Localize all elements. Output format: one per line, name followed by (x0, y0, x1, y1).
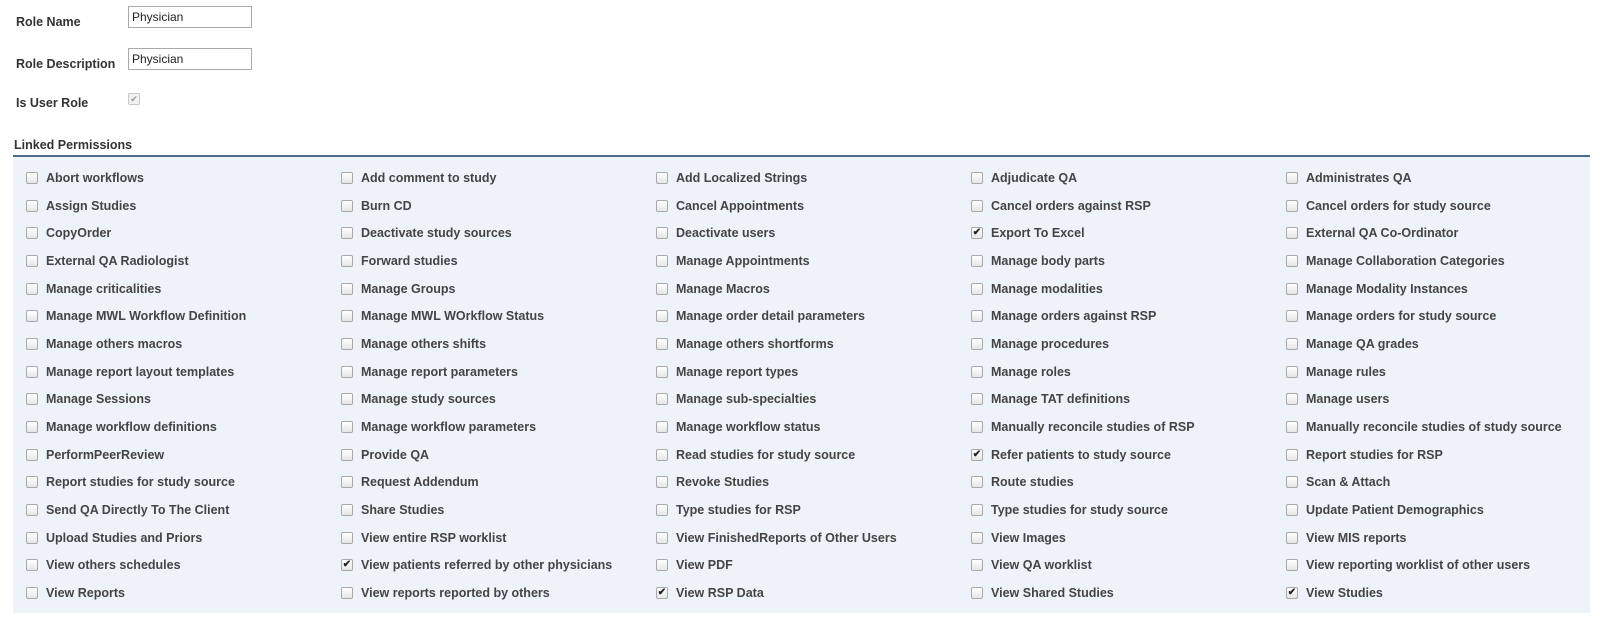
permission-label: Manage report layout templates (46, 364, 235, 379)
permission-checkbox[interactable] (26, 338, 38, 350)
permission-label: View entire RSP worklist (361, 530, 507, 545)
permission-checkbox[interactable] (341, 200, 353, 212)
permission-label: Add comment to study (361, 170, 497, 185)
permission-checkbox[interactable] (341, 532, 353, 544)
permission-label: View reports reported by others (361, 586, 550, 601)
permission-label: Revoke Studies (676, 475, 770, 490)
permission-checkbox[interactable] (1286, 532, 1298, 544)
permission-checkbox[interactable] (26, 393, 38, 405)
permission-item[interactable] (13, 330, 328, 358)
permission-checkbox[interactable] (971, 200, 983, 212)
permission-label: Manage MWL Workflow Definition (46, 309, 247, 324)
permission-checkbox[interactable] (656, 172, 668, 184)
permission-item[interactable] (1273, 302, 1590, 330)
permission-item[interactable] (13, 247, 328, 275)
permission-checkbox[interactable] (1286, 587, 1298, 599)
permission-label: Manage report types (676, 364, 799, 379)
checkmark-icon: ✔ (130, 93, 138, 104)
permission-label: Add Localized Strings (676, 170, 808, 185)
permission-item[interactable] (13, 579, 328, 607)
permission-checkbox[interactable] (1286, 255, 1298, 267)
permission-checkbox[interactable] (26, 200, 38, 212)
permission-checkbox[interactable] (656, 449, 668, 461)
permission-label: Deactivate study sources (361, 226, 512, 241)
permission-item[interactable] (643, 330, 958, 358)
permission-checkbox[interactable] (656, 532, 668, 544)
permission-label: Assign Studies (46, 198, 137, 213)
permission-item[interactable] (328, 413, 643, 441)
is-user-role-checkbox[interactable] (128, 93, 140, 105)
permission-checkbox[interactable] (341, 366, 353, 378)
permission-item[interactable] (643, 302, 958, 330)
permission-checkbox[interactable] (26, 366, 38, 378)
checkmark-icon: ✔ (1287, 587, 1297, 599)
permission-item[interactable] (1273, 524, 1590, 552)
permission-checkbox[interactable] (341, 172, 353, 184)
linked-permissions-title: Linked Permissions (14, 138, 133, 152)
checkmark-icon: ✔ (657, 587, 667, 599)
permission-label: Forward studies (361, 253, 458, 268)
permission-checkbox[interactable] (971, 393, 983, 405)
permission-checkbox[interactable] (26, 255, 38, 267)
permission-label: Manage Collaboration Categories (1306, 253, 1505, 268)
permission-checkbox[interactable] (656, 587, 668, 599)
permission-item[interactable] (13, 496, 328, 524)
permission-item[interactable] (643, 552, 958, 580)
permission-checkbox[interactable] (1286, 310, 1298, 322)
permission-item[interactable] (958, 358, 1273, 386)
permission-label: Manage workflow parameters (361, 420, 537, 435)
permission-checkbox[interactable] (971, 227, 983, 239)
permission-label: Manage procedures (991, 336, 1110, 351)
permission-label: Manage modalities (991, 281, 1103, 296)
permission-item[interactable] (1273, 358, 1590, 386)
is-user-role-label: Is User Role (16, 96, 89, 110)
permission-item[interactable] (1273, 164, 1590, 192)
permission-checkbox[interactable] (1286, 393, 1298, 405)
permission-checkbox[interactable] (656, 200, 668, 212)
permission-item[interactable] (1273, 275, 1590, 303)
permission-item[interactable] (328, 275, 643, 303)
permission-label: Manage orders for study source (1306, 309, 1497, 324)
permission-label: View RSP Data (676, 586, 764, 601)
permission-item[interactable] (1273, 469, 1590, 497)
permission-checkbox[interactable] (971, 587, 983, 599)
permission-label: View Reports (46, 586, 125, 601)
permissions-grid (13, 164, 1590, 607)
permission-checkbox[interactable] (341, 559, 353, 571)
permission-label: Cancel Appointments (676, 198, 805, 213)
permission-label: Cancel orders for study source (1306, 198, 1491, 213)
permission-checkbox[interactable] (1286, 476, 1298, 488)
permission-checkbox[interactable] (26, 227, 38, 239)
permission-item[interactable] (328, 302, 643, 330)
permission-label: Manage others shortforms (676, 336, 834, 351)
permission-item[interactable] (1273, 192, 1590, 220)
permission-checkbox[interactable] (971, 559, 983, 571)
permission-label: Manage workflow status (676, 420, 821, 435)
permission-checkbox[interactable] (341, 338, 353, 350)
permission-checkbox[interactable] (26, 421, 38, 433)
checkmark-icon: ✔ (342, 559, 352, 571)
permission-label: Refer patients to study source (991, 447, 1171, 462)
permission-checkbox[interactable] (341, 310, 353, 322)
permission-checkbox[interactable] (341, 227, 353, 239)
permission-label: View Studies (1306, 586, 1383, 601)
role-description-label: Role Description (16, 57, 116, 71)
permission-label: Manage report parameters (361, 364, 519, 379)
permission-checkbox[interactable] (26, 283, 38, 295)
permission-checkbox[interactable] (341, 283, 353, 295)
permission-label: Manage Sessions (46, 392, 151, 407)
permission-label: CopyOrder (46, 226, 112, 241)
permission-item[interactable] (13, 358, 328, 386)
permission-item[interactable] (958, 219, 1273, 247)
permission-item[interactable] (643, 275, 958, 303)
permission-label: Manage roles (991, 364, 1071, 379)
permission-checkbox[interactable] (656, 227, 668, 239)
permission-label: Manage QA grades (1306, 336, 1419, 351)
permission-item[interactable] (958, 552, 1273, 580)
permission-checkbox[interactable] (341, 393, 353, 405)
permission-label: Request Addendum (361, 475, 479, 490)
permission-checkbox[interactable] (971, 476, 983, 488)
permission-item[interactable] (643, 164, 958, 192)
permission-checkbox[interactable] (341, 421, 353, 433)
permission-item[interactable] (13, 302, 328, 330)
permission-label: Type studies for RSP (676, 503, 801, 518)
permission-label: PerformPeerReview (46, 447, 165, 462)
permission-item[interactable] (958, 386, 1273, 414)
permission-checkbox[interactable] (1286, 227, 1298, 239)
permission-item[interactable] (328, 524, 643, 552)
permission-label: Burn CD (361, 198, 412, 213)
permission-checkbox[interactable] (656, 393, 668, 405)
permission-checkbox[interactable] (1286, 421, 1298, 433)
permission-label: View Images (991, 530, 1066, 545)
permission-item[interactable] (643, 469, 958, 497)
permission-item[interactable] (643, 192, 958, 220)
permission-checkbox[interactable] (341, 255, 353, 267)
permission-label: Administrates QA (1306, 170, 1412, 185)
permission-item[interactable] (1273, 496, 1590, 524)
permission-checkbox[interactable] (26, 310, 38, 322)
permission-label: Export To Excel (991, 226, 1085, 241)
permission-item[interactable] (13, 469, 328, 497)
permission-checkbox[interactable] (1286, 200, 1298, 212)
permission-checkbox[interactable] (971, 172, 983, 184)
permission-label: View PDF (676, 558, 733, 573)
permission-label: Manually reconcile studies of study source (1306, 420, 1562, 435)
permission-checkbox[interactable] (971, 504, 983, 516)
permission-item[interactable] (958, 247, 1273, 275)
permission-checkbox[interactable] (26, 587, 38, 599)
permission-item[interactable] (13, 413, 328, 441)
permission-item[interactable] (1273, 441, 1590, 469)
permission-checkbox[interactable] (1286, 559, 1298, 571)
permission-label: Manage others macros (46, 336, 183, 351)
permission-checkbox[interactable] (656, 476, 668, 488)
permission-item[interactable] (13, 441, 328, 469)
permission-label: View FinishedReports of Other Users (676, 530, 897, 545)
permission-item[interactable] (643, 524, 958, 552)
permission-item[interactable] (643, 358, 958, 386)
permission-label: Adjudicate QA (991, 170, 1078, 185)
permission-label: Route studies (991, 475, 1074, 490)
permission-checkbox[interactable] (656, 421, 668, 433)
permission-label: Abort workflows (46, 170, 144, 185)
permission-checkbox[interactable] (26, 476, 38, 488)
permission-label: Manage orders against RSP (991, 309, 1157, 324)
permission-label: Read studies for study source (676, 447, 856, 462)
permission-item[interactable] (1273, 247, 1590, 275)
permission-checkbox[interactable] (341, 587, 353, 599)
permission-checkbox[interactable] (971, 532, 983, 544)
permission-item[interactable] (958, 524, 1273, 552)
permission-item[interactable] (328, 386, 643, 414)
permission-label: Manage Macros (676, 281, 770, 296)
permission-label: Deactivate users (676, 226, 776, 241)
permission-checkbox[interactable] (971, 310, 983, 322)
permission-checkbox[interactable] (341, 476, 353, 488)
permission-label: Share Studies (361, 503, 445, 518)
permission-checkbox[interactable] (656, 255, 668, 267)
permission-item[interactable] (1273, 552, 1590, 580)
checkmark-icon: ✔ (972, 227, 982, 239)
permission-checkbox[interactable] (1286, 366, 1298, 378)
permission-checkbox[interactable] (26, 449, 38, 461)
permission-checkbox[interactable] (1286, 504, 1298, 516)
permission-item[interactable] (1273, 219, 1590, 247)
permission-label: Cancel orders against RSP (991, 198, 1151, 213)
permission-item[interactable] (13, 275, 328, 303)
permission-checkbox[interactable] (971, 421, 983, 433)
permission-item[interactable] (643, 413, 958, 441)
permission-label: Update Patient Demographics (1306, 503, 1484, 518)
permission-checkbox[interactable] (656, 283, 668, 295)
permission-label: Manage Modality Instances (1306, 281, 1468, 296)
permission-item[interactable] (643, 441, 958, 469)
permission-label: Manage TAT definitions (991, 392, 1131, 407)
permission-item[interactable] (328, 469, 643, 497)
permission-checkbox[interactable] (1286, 338, 1298, 350)
permission-checkbox[interactable] (1286, 283, 1298, 295)
permission-label: Manage criticalities (46, 281, 162, 296)
permission-checkbox[interactable] (971, 366, 983, 378)
permission-label: View MIS reports (1306, 530, 1407, 545)
permission-item[interactable] (1273, 330, 1590, 358)
permission-item[interactable] (1273, 386, 1590, 414)
permission-item[interactable] (643, 247, 958, 275)
permission-label: Scan & Attach (1306, 475, 1391, 490)
permission-item[interactable] (328, 192, 643, 220)
permission-label: Report studies for study source (46, 475, 235, 490)
permission-item[interactable] (958, 413, 1273, 441)
permission-item[interactable] (328, 579, 643, 607)
permission-checkbox[interactable] (971, 255, 983, 267)
role-name-label: Role Name (16, 15, 81, 29)
permission-item[interactable] (958, 192, 1273, 220)
role-description-input[interactable] (128, 48, 252, 70)
permission-item[interactable] (643, 219, 958, 247)
permission-item[interactable] (13, 219, 328, 247)
permission-label: External QA Co-Ordinator (1306, 226, 1459, 241)
permission-item[interactable] (13, 192, 328, 220)
permission-item[interactable] (328, 247, 643, 275)
permission-label: Type studies for study source (991, 503, 1168, 518)
permission-label: View reporting worklist of other users (1306, 558, 1531, 573)
permission-item[interactable] (1273, 413, 1590, 441)
permission-checkbox[interactable] (971, 449, 983, 461)
permission-label: Manually reconcile studies of RSP (991, 420, 1195, 435)
permission-label: Manage others shifts (361, 336, 487, 351)
permission-item[interactable] (328, 330, 643, 358)
permission-label: Manage body parts (991, 253, 1105, 268)
permission-checkbox[interactable] (341, 449, 353, 461)
permission-item[interactable] (958, 330, 1273, 358)
permission-item[interactable] (328, 496, 643, 524)
permission-label: Manage order detail parameters (676, 309, 865, 324)
permission-checkbox[interactable] (656, 504, 668, 516)
role-name-input[interactable] (128, 6, 252, 28)
permission-label: Manage users (1306, 392, 1390, 407)
permission-checkbox[interactable] (26, 532, 38, 544)
permission-label: Manage workflow definitions (46, 420, 217, 435)
permission-item[interactable] (958, 496, 1273, 524)
permission-item[interactable] (328, 219, 643, 247)
permission-item[interactable] (328, 441, 643, 469)
permission-label: Manage MWL WOrkflow Status (361, 309, 545, 324)
permission-label: View Shared Studies (991, 586, 1114, 601)
permission-checkbox[interactable] (26, 504, 38, 516)
permission-label: View others schedules (46, 558, 181, 573)
permission-checkbox[interactable] (656, 366, 668, 378)
permission-item[interactable] (958, 469, 1273, 497)
permission-checkbox[interactable] (656, 310, 668, 322)
permission-item[interactable] (13, 524, 328, 552)
permission-checkbox[interactable] (26, 559, 38, 571)
permission-label: Manage study sources (361, 392, 496, 407)
permission-label: Send QA Directly To The Client (46, 503, 230, 518)
permission-label: View patients referred by other physicians (361, 558, 613, 573)
permission-item[interactable] (958, 579, 1273, 607)
permission-checkbox[interactable] (971, 283, 983, 295)
permission-item[interactable] (328, 358, 643, 386)
permission-checkbox[interactable] (1286, 172, 1298, 184)
permission-label: Report studies for RSP (1306, 447, 1443, 462)
permission-label: Manage Groups (361, 281, 456, 296)
permission-item[interactable] (13, 552, 328, 580)
permission-item[interactable] (328, 552, 643, 580)
permission-label: Provide QA (361, 447, 430, 462)
permission-label: External QA Radiologist (46, 253, 189, 268)
permission-item[interactable] (958, 441, 1273, 469)
permission-label: Upload Studies and Priors (46, 530, 203, 545)
permission-label: Manage Appointments (676, 253, 810, 268)
permission-checkbox[interactable] (1286, 449, 1298, 461)
permission-item[interactable] (643, 579, 958, 607)
permission-item[interactable] (958, 164, 1273, 192)
permission-item[interactable] (958, 302, 1273, 330)
checkmark-icon: ✔ (972, 448, 982, 460)
permission-item[interactable] (643, 496, 958, 524)
permission-checkbox[interactable] (971, 338, 983, 350)
permission-checkbox[interactable] (341, 504, 353, 516)
permission-checkbox[interactable] (656, 559, 668, 571)
permission-item[interactable] (958, 275, 1273, 303)
permission-item[interactable] (1273, 579, 1590, 607)
permission-item[interactable] (13, 164, 328, 192)
permission-item[interactable] (13, 386, 328, 414)
permission-item[interactable] (328, 164, 643, 192)
permission-label: View QA worklist (991, 558, 1092, 573)
permission-label: Manage rules (1306, 364, 1386, 379)
permission-checkbox[interactable] (26, 172, 38, 184)
permission-item[interactable] (643, 386, 958, 414)
permission-label: Manage sub-specialties (676, 392, 817, 407)
permission-checkbox[interactable] (656, 338, 668, 350)
